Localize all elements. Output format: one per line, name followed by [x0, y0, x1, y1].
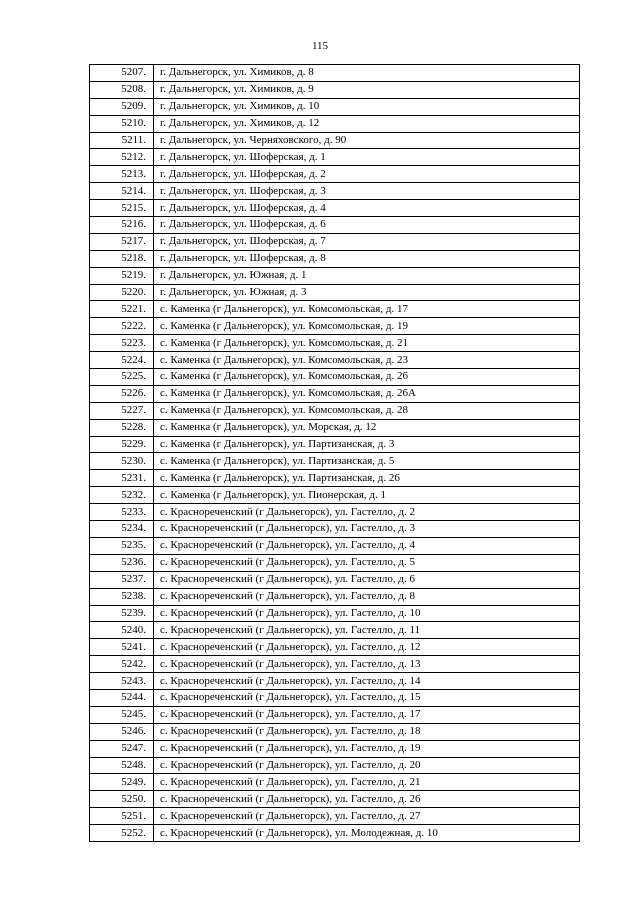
- row-number: 5233.: [90, 504, 154, 521]
- table-row: [90, 723, 580, 740]
- table-row: [90, 402, 580, 419]
- row-address: с. Краснореченский (г Дальнегорск), ул. Гастелло, д. 12: [154, 639, 580, 656]
- row-number: 5224.: [90, 352, 154, 369]
- table-row: [90, 622, 580, 639]
- row-address: г. Дальнегорск, ул. Химиков, д. 8: [154, 65, 580, 82]
- table-row: [90, 436, 580, 453]
- row-number: 5230.: [90, 453, 154, 470]
- table-row: [90, 757, 580, 774]
- row-address: с. Краснореченский (г Дальнегорск), ул. Гастелло, д. 20: [154, 757, 580, 774]
- table-row: [90, 81, 580, 98]
- row-number: 5252.: [90, 825, 154, 842]
- row-address: г. Дальнегорск, ул. Шоферская, д. 3: [154, 183, 580, 200]
- table-row: [90, 504, 580, 521]
- row-number: 5240.: [90, 622, 154, 639]
- table-row: [90, 706, 580, 723]
- table-row: [90, 656, 580, 673]
- row-address: г. Дальнегорск, ул. Шоферская, д. 4: [154, 200, 580, 217]
- row-number: 5236.: [90, 554, 154, 571]
- table-row: [90, 571, 580, 588]
- row-address: с. Краснореченский (г Дальнегорск), ул. Гастелло, д. 8: [154, 588, 580, 605]
- table-row: [90, 808, 580, 825]
- table-row: [90, 115, 580, 132]
- row-address: с. Каменка (г Дальнегорск), ул. Комсомольская, д. 21: [154, 335, 580, 352]
- row-address: с. Каменка (г Дальнегорск), ул. Комсомольская, д. 26А: [154, 385, 580, 402]
- row-number: 5218.: [90, 250, 154, 267]
- row-number: 5219.: [90, 267, 154, 284]
- row-address: с. Каменка (г Дальнегорск), ул. Комсомольская, д. 23: [154, 352, 580, 369]
- row-number: 5235.: [90, 537, 154, 554]
- row-address: с. Краснореченский (г Дальнегорск), ул. Гастелло, д. 2: [154, 504, 580, 521]
- row-address: с. Каменка (г Дальнегорск), ул. Комсомольская, д. 19: [154, 318, 580, 335]
- row-address: с. Краснореченский (г Дальнегорск), ул. Гастелло, д. 5: [154, 554, 580, 571]
- row-number: 5243.: [90, 673, 154, 690]
- row-number: 5214.: [90, 183, 154, 200]
- row-address: г. Дальнегорск, ул. Химиков, д. 9: [154, 81, 580, 98]
- row-number: 5228.: [90, 419, 154, 436]
- row-address: г. Дальнегорск, ул. Шоферская, д. 6: [154, 217, 580, 234]
- table-row: [90, 689, 580, 706]
- table-row: [90, 267, 580, 284]
- row-number: 5221.: [90, 301, 154, 318]
- row-address: г. Дальнегорск, ул. Химиков, д. 10: [154, 98, 580, 115]
- row-address: с. Краснореченский (г Дальнегорск), ул. Гастелло, д. 13: [154, 656, 580, 673]
- row-number: 5234.: [90, 521, 154, 538]
- row-address: с. Краснореченский (г Дальнегорск), ул. Гастелло, д. 21: [154, 774, 580, 791]
- table-row: [90, 166, 580, 183]
- row-address: с. Краснореченский (г Дальнегорск), ул. Молодежная, д. 10: [154, 825, 580, 842]
- table-row: [90, 183, 580, 200]
- table-row: [90, 774, 580, 791]
- row-address: с. Краснореченский (г Дальнегорск), ул. Гастелло, д. 27: [154, 808, 580, 825]
- row-number: 5217.: [90, 233, 154, 250]
- row-address: с. Краснореченский (г Дальнегорск), ул. Гастелло, д. 17: [154, 706, 580, 723]
- table-row: [90, 98, 580, 115]
- row-address: с. Каменка (г Дальнегорск), ул. Морская, д. 12: [154, 419, 580, 436]
- table-row: [90, 487, 580, 504]
- row-number: 5237.: [90, 571, 154, 588]
- table-row: [90, 132, 580, 149]
- table-row: [90, 791, 580, 808]
- row-number: 5215.: [90, 200, 154, 217]
- row-address: с. Каменка (г Дальнегорск), ул. Пионерская, д. 1: [154, 487, 580, 504]
- table-row: [90, 605, 580, 622]
- row-address: г. Дальнегорск, ул. Шоферская, д. 1: [154, 149, 580, 166]
- row-address: с. Краснореченский (г Дальнегорск), ул. Гастелло, д. 26: [154, 791, 580, 808]
- table-row: [90, 217, 580, 234]
- row-address: с. Краснореченский (г Дальнегорск), ул. Гастелло, д. 6: [154, 571, 580, 588]
- row-address: г. Дальнегорск, ул. Шоферская, д. 8: [154, 250, 580, 267]
- row-number: 5249.: [90, 774, 154, 791]
- row-address: г. Дальнегорск, ул. Южная, д. 3: [154, 284, 580, 301]
- table-row: [90, 149, 580, 166]
- row-address: г. Дальнегорск, ул. Шоферская, д. 2: [154, 166, 580, 183]
- row-address: с. Краснореченский (г Дальнегорск), ул. Гастелло, д. 15: [154, 689, 580, 706]
- row-address: с. Краснореченский (г Дальнегорск), ул. Гастелло, д. 18: [154, 723, 580, 740]
- row-number: 5213.: [90, 166, 154, 183]
- page-number: 115: [311, 40, 329, 52]
- table-row: [90, 521, 580, 538]
- table-row: [90, 537, 580, 554]
- row-address: с. Каменка (г Дальнегорск), ул. Партизанская, д. 3: [154, 436, 580, 453]
- row-address: с. Каменка (г Дальнегорск), ул. Комсомольская, д. 17: [154, 301, 580, 318]
- table-row: [90, 385, 580, 402]
- table-row: [90, 639, 580, 656]
- row-number: 5238.: [90, 588, 154, 605]
- row-address: с. Краснореченский (г Дальнегорск), ул. Гастелло, д. 19: [154, 740, 580, 757]
- table-row: [90, 200, 580, 217]
- row-number: 5211.: [90, 132, 154, 149]
- row-number: 5208.: [90, 81, 154, 98]
- row-number: 5223.: [90, 335, 154, 352]
- table-row: [90, 369, 580, 386]
- table-row: [90, 740, 580, 757]
- row-address: с. Каменка (г Дальнегорск), ул. Партизанская, д. 26: [154, 470, 580, 487]
- row-address: г. Дальнегорск, ул. Шоферская, д. 7: [154, 233, 580, 250]
- row-number: 5225.: [90, 369, 154, 386]
- table-row: [90, 419, 580, 436]
- row-number: 5245.: [90, 706, 154, 723]
- row-number: 5210.: [90, 115, 154, 132]
- row-number: 5209.: [90, 98, 154, 115]
- row-number: 5207.: [90, 65, 154, 82]
- table-row: [90, 470, 580, 487]
- row-address: с. Каменка (г Дальнегорск), ул. Комсомольская, д. 28: [154, 402, 580, 419]
- table-row: [90, 554, 580, 571]
- row-address: с. Краснореченский (г Дальнегорск), ул. Гастелло, д. 10: [154, 605, 580, 622]
- row-number: 5239.: [90, 605, 154, 622]
- table-row: [90, 825, 580, 842]
- row-number: 5216.: [90, 217, 154, 234]
- table-row: [90, 65, 580, 82]
- table-row: [90, 335, 580, 352]
- table-row: [90, 453, 580, 470]
- row-number: 5251.: [90, 808, 154, 825]
- row-number: 5241.: [90, 639, 154, 656]
- table-row: [90, 250, 580, 267]
- row-number: 5247.: [90, 740, 154, 757]
- row-number: 5232.: [90, 487, 154, 504]
- row-address: с. Каменка (г Дальнегорск), ул. Партизанская, д. 5: [154, 453, 580, 470]
- row-address: г. Дальнегорск, ул. Черняховского, д. 90: [154, 132, 580, 149]
- table-row: [90, 673, 580, 690]
- table-row: [90, 301, 580, 318]
- row-number: 5244.: [90, 689, 154, 706]
- row-address: с. Краснореченский (г Дальнегорск), ул. Гастелло, д. 4: [154, 537, 580, 554]
- row-number: 5231.: [90, 470, 154, 487]
- row-address: г. Дальнегорск, ул. Южная, д. 1: [154, 267, 580, 284]
- row-number: 5222.: [90, 318, 154, 335]
- table-row: [90, 588, 580, 605]
- table-row: [90, 352, 580, 369]
- row-address: с. Краснореченский (г Дальнегорск), ул. Гастелло, д. 11: [154, 622, 580, 639]
- row-number: 5212.: [90, 149, 154, 166]
- row-number: 5250.: [90, 791, 154, 808]
- address-table-body: [90, 65, 580, 842]
- row-number: 5248.: [90, 757, 154, 774]
- address-table: [89, 64, 580, 842]
- row-number: 5242.: [90, 656, 154, 673]
- row-number: 5227.: [90, 402, 154, 419]
- row-address: г. Дальнегорск, ул. Химиков, д. 12: [154, 115, 580, 132]
- table-row: [90, 233, 580, 250]
- row-number: 5220.: [90, 284, 154, 301]
- row-number: 5246.: [90, 723, 154, 740]
- table-row: [90, 318, 580, 335]
- row-number: 5229.: [90, 436, 154, 453]
- row-address: с. Краснореченский (г Дальнегорск), ул. Гастелло, д. 3: [154, 521, 580, 538]
- row-address: с. Краснореченский (г Дальнегорск), ул. Гастелло, д. 14: [154, 673, 580, 690]
- table-row: [90, 284, 580, 301]
- row-address: с. Каменка (г Дальнегорск), ул. Комсомольская, д. 26: [154, 369, 580, 386]
- row-number: 5226.: [90, 385, 154, 402]
